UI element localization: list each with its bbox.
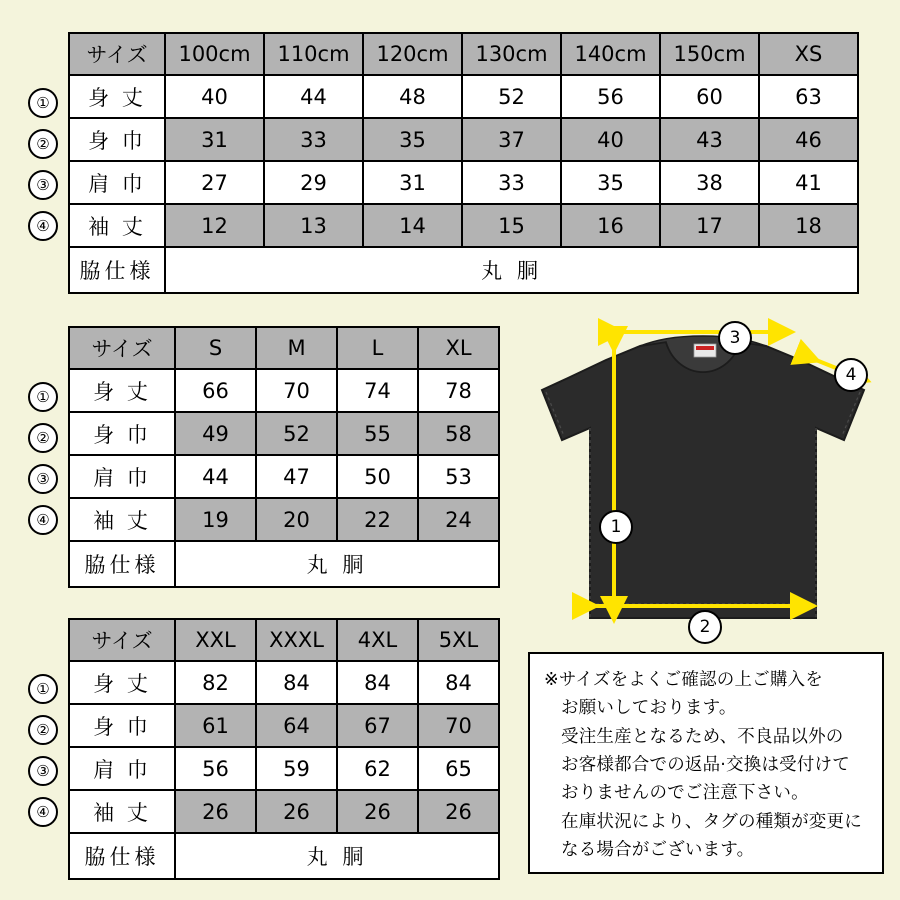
row-label: 身 丈 — [69, 75, 165, 118]
value-cell: 60 — [660, 75, 759, 118]
table-row — [69, 204, 858, 247]
value-cell: 82 — [175, 661, 256, 704]
header-cell: 140cm — [561, 33, 660, 75]
value-cell: 40 — [561, 118, 660, 161]
value-cell: 53 — [418, 455, 499, 498]
value-cell: 16 — [561, 204, 660, 247]
table-row — [69, 369, 499, 412]
row-badge-2: ② — [28, 129, 58, 159]
header-cell: XXL — [175, 619, 256, 661]
value-cell: 17 — [660, 204, 759, 247]
row-badge-2: ② — [28, 715, 58, 745]
value-cell: 64 — [256, 704, 337, 747]
header-cell: S — [175, 327, 256, 369]
table-row — [69, 704, 499, 747]
table-row — [69, 118, 858, 161]
side-spec-value: 丸 胴 — [165, 247, 858, 293]
brand-tag — [694, 344, 716, 357]
value-cell: 19 — [175, 498, 256, 541]
row-label: 袖 丈 — [69, 790, 175, 833]
row-label: 身 丈 — [69, 661, 175, 704]
value-cell: 14 — [363, 204, 462, 247]
value-cell: 48 — [363, 75, 462, 118]
table-row — [69, 661, 499, 704]
value-cell: 29 — [264, 161, 363, 204]
big-size-table — [68, 618, 500, 880]
row-label: 袖 丈 — [69, 204, 165, 247]
value-cell: 59 — [256, 747, 337, 790]
figure-badge-1: 1 — [599, 510, 633, 544]
side-spec-row — [69, 833, 499, 879]
value-cell: 52 — [462, 75, 561, 118]
header-cell: XL — [418, 327, 499, 369]
figure-badge-4: 4 — [834, 358, 868, 392]
value-cell: 44 — [264, 75, 363, 118]
side-spec-row — [69, 247, 858, 293]
row-label: 身 丈 — [69, 369, 175, 412]
value-cell: 41 — [759, 161, 858, 204]
table-row — [69, 75, 858, 118]
value-cell: 84 — [337, 661, 418, 704]
header-cell: XS — [759, 33, 858, 75]
value-cell: 62 — [337, 747, 418, 790]
value-cell: 56 — [175, 747, 256, 790]
value-cell: 47 — [256, 455, 337, 498]
side-spec-value: 丸 胴 — [175, 833, 499, 879]
value-cell: 67 — [337, 704, 418, 747]
value-cell: 31 — [165, 118, 264, 161]
row-badge-1: ① — [28, 382, 58, 412]
header-cell: 150cm — [660, 33, 759, 75]
value-cell: 65 — [418, 747, 499, 790]
value-cell: 63 — [759, 75, 858, 118]
value-cell: 50 — [337, 455, 418, 498]
note-line: お願いしております。 — [561, 698, 737, 719]
side-spec-label: 脇仕様 — [69, 541, 175, 587]
row-label: 身 巾 — [69, 118, 165, 161]
kids-size-table — [68, 32, 859, 294]
row-label: 身 巾 — [69, 704, 175, 747]
value-cell: 44 — [175, 455, 256, 498]
t-shirt-diagram — [528, 318, 888, 648]
row-badge-4: ④ — [28, 505, 58, 535]
row-badge-1: ① — [28, 674, 58, 704]
brand-tag-stripe — [696, 346, 714, 350]
value-cell: 24 — [418, 498, 499, 541]
adult-size-table — [68, 326, 500, 588]
header-cell: XXXL — [256, 619, 337, 661]
value-cell: 58 — [418, 412, 499, 455]
purchase-note-box — [528, 652, 884, 874]
header-cell: 130cm — [462, 33, 561, 75]
header-cell: 110cm — [264, 33, 363, 75]
value-cell: 26 — [175, 790, 256, 833]
row-badge-3: ③ — [28, 464, 58, 494]
value-cell: 18 — [759, 204, 858, 247]
value-cell: 31 — [363, 161, 462, 204]
table-row — [69, 412, 499, 455]
header-cell: M — [256, 327, 337, 369]
shirt-body-shape — [542, 342, 864, 618]
value-cell: 35 — [561, 161, 660, 204]
row-badge-3: ③ — [28, 170, 58, 200]
value-cell: 74 — [337, 369, 418, 412]
table-row — [69, 498, 499, 541]
figure-badge-3: 3 — [718, 321, 752, 355]
row-label: 肩 巾 — [69, 455, 175, 498]
value-cell: 26 — [256, 790, 337, 833]
value-cell: 13 — [264, 204, 363, 247]
value-cell: 84 — [418, 661, 499, 704]
note-line: なる場合がございます。 — [561, 840, 755, 861]
note-line: 受注生産となるため、不良品以外の — [561, 726, 844, 747]
header-cell: 120cm — [363, 33, 462, 75]
table-header-row — [69, 619, 499, 661]
value-cell: 26 — [418, 790, 499, 833]
value-cell: 46 — [759, 118, 858, 161]
value-cell: 33 — [462, 161, 561, 204]
header-cell: サイズ — [69, 327, 175, 369]
value-cell: 52 — [256, 412, 337, 455]
value-cell: 78 — [418, 369, 499, 412]
row-badge-4: ④ — [28, 211, 58, 241]
value-cell: 84 — [256, 661, 337, 704]
value-cell: 27 — [165, 161, 264, 204]
row-badge-3: ③ — [28, 756, 58, 786]
side-spec-label: 脇仕様 — [69, 833, 175, 879]
table-row — [69, 161, 858, 204]
value-cell: 55 — [337, 412, 418, 455]
header-cell: 4XL — [337, 619, 418, 661]
table-row — [69, 455, 499, 498]
header-cell: 5XL — [418, 619, 499, 661]
table-header-row — [69, 327, 499, 369]
side-spec-label: 脇仕様 — [69, 247, 165, 293]
note-line: お客様都合での返品·交換は受付けて — [561, 755, 850, 776]
row-label: 袖 丈 — [69, 498, 175, 541]
value-cell: 56 — [561, 75, 660, 118]
header-cell: サイズ — [69, 33, 165, 75]
note-line: 在庫状況により、タグの種類が変更に — [561, 811, 862, 832]
row-badge-4: ④ — [28, 797, 58, 827]
header-cell: L — [337, 327, 418, 369]
value-cell: 43 — [660, 118, 759, 161]
value-cell: 12 — [165, 204, 264, 247]
value-cell: 20 — [256, 498, 337, 541]
header-cell: 100cm — [165, 33, 264, 75]
t-shirt-illustration — [528, 318, 888, 648]
note-line: ※サイズをよくご確認の上ご購入を — [544, 670, 823, 690]
side-spec-row — [69, 541, 499, 587]
value-cell: 22 — [337, 498, 418, 541]
value-cell: 70 — [256, 369, 337, 412]
value-cell: 38 — [660, 161, 759, 204]
value-cell: 35 — [363, 118, 462, 161]
value-cell: 40 — [165, 75, 264, 118]
table-row — [69, 747, 499, 790]
value-cell: 33 — [264, 118, 363, 161]
value-cell: 61 — [175, 704, 256, 747]
value-cell: 49 — [175, 412, 256, 455]
figure-badge-2: 2 — [688, 610, 722, 644]
row-label: 肩 巾 — [69, 161, 165, 204]
row-badge-2: ② — [28, 423, 58, 453]
note-line: おりませんのでご注意下さい。 — [561, 783, 809, 804]
value-cell: 26 — [337, 790, 418, 833]
table-header-row — [69, 33, 858, 75]
value-cell: 37 — [462, 118, 561, 161]
row-label: 身 巾 — [69, 412, 175, 455]
row-badge-1: ① — [28, 88, 58, 118]
row-label: 肩 巾 — [69, 747, 175, 790]
table-row — [69, 790, 499, 833]
header-cell: サイズ — [69, 619, 175, 661]
value-cell: 70 — [418, 704, 499, 747]
value-cell: 66 — [175, 369, 256, 412]
value-cell: 15 — [462, 204, 561, 247]
side-spec-value: 丸 胴 — [175, 541, 499, 587]
